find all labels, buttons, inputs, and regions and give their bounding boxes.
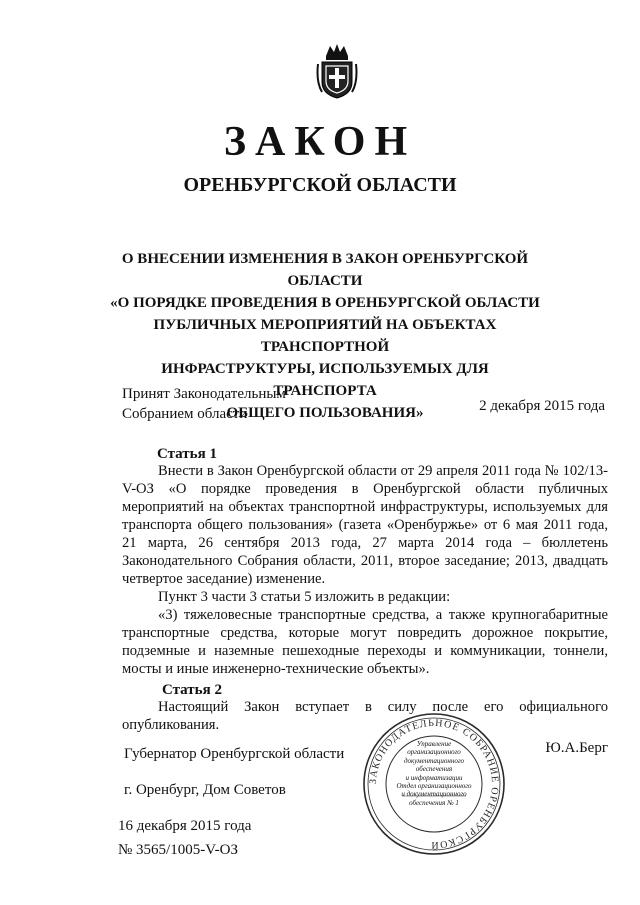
stamp-line: обеспечения № 1 [409,798,459,807]
stamp-line: организационного [407,748,461,757]
subject-line: ИНФРАСТРУКТУРЫ, ИСПОЛЬЗУЕМЫХ ДЛЯ ТРАНСПОРТА [161,361,489,399]
law-number: № 3565/1005-V-ОЗ [118,842,239,858]
signing-date: 16 декабря 2015 года [118,818,252,834]
adoption-line: Принят Законодательным [122,386,286,402]
region-title: ОРЕНБУРГСКОЙ ОБЛАСТИ [183,174,457,196]
subject-line: «О ПОРЯДКЕ ПРОВЕДЕНИЯ В ОРЕНБУРГСКОЙ ОБЛАСТИ [110,295,540,311]
subject-line: ОБЩЕГО ПОЛЬЗОВАНИЯ» [226,405,424,421]
article-2-paragraph: Настоящий Закон вступает в силу после его официального опубликования. [122,699,608,733]
stamp-line: документационного [403,756,465,765]
article-1-heading: Статья 1 [157,446,217,462]
document-title: ЗАКОН [223,119,417,165]
subject-line: О ВНЕСЕНИИ ИЗМЕНЕНИЯ В ЗАКОН ОРЕНБУРГСКОЙ ОБЛАСТИ [121,251,529,289]
article-1-paragraph: Пункт 3 части 3 статьи 5 изложить в редакции: [158,589,451,605]
adoption-line: Собранием области [122,406,248,422]
stamp-center-text [396,740,472,807]
signing-place: г. Оренбург, Дом Советов [124,782,286,798]
signatory-position: Губернатор Оренбургской области [124,746,345,762]
stamp-line: Отдел организационного [396,782,472,791]
article-1-paragraph: «3) тяжеловесные транспортные средства, а также крупногабаритные транспортные средства, которые могут повредить дорожное покрытие, подземные и наземные пешеходные переходы и коммуникации, тоннели, мосты и иные инженерно-технические объекты». [122,607,608,677]
stamp-line: обеспечения [415,765,453,774]
article-1-body [122,462,608,678]
stamp-ring-text: ЗАКОНОДАТЕЛЬНОЕ СОБРАНИЕ ОРЕНБУРГСКОЙ [367,717,501,851]
official-stamp [362,712,506,856]
stamp-line: и информатизации [405,773,463,782]
adoption-date: 2 декабря 2015 года [479,398,605,414]
stamp-line: Управление [416,740,452,748]
signatory-name: Ю.А.Берг [545,740,608,756]
article-2-heading: Статья 2 [162,682,222,698]
stamp-line: и документационного [401,790,467,799]
adoption-note [122,384,286,424]
coat-of-arms-icon [316,42,358,100]
article-1-paragraph: Внести в Закон Оренбургской области от 29 апреля 2011 года № 102/13-V-ОЗ «О порядке проведения в Оренбургской области публичных мероприятий на объектах транспортной инфраструктуры, используемых для транспорта общего пользования» (газета «Оренбуржье» от 6 мая 2011 года, 21 марта, 26 сентября 2013 года, 27 марта 2014 года – бюллетень Законодательного Собрания области, 2011, второе заседание; 2013, двадцать четвертое заседание) изменение. [122,463,608,587]
subject-line: ПУБЛИЧНЫХ МЕРОПРИЯТИЙ НА ОБЪЕКТАХ ТРАНСПОРТНОЙ [153,317,497,355]
